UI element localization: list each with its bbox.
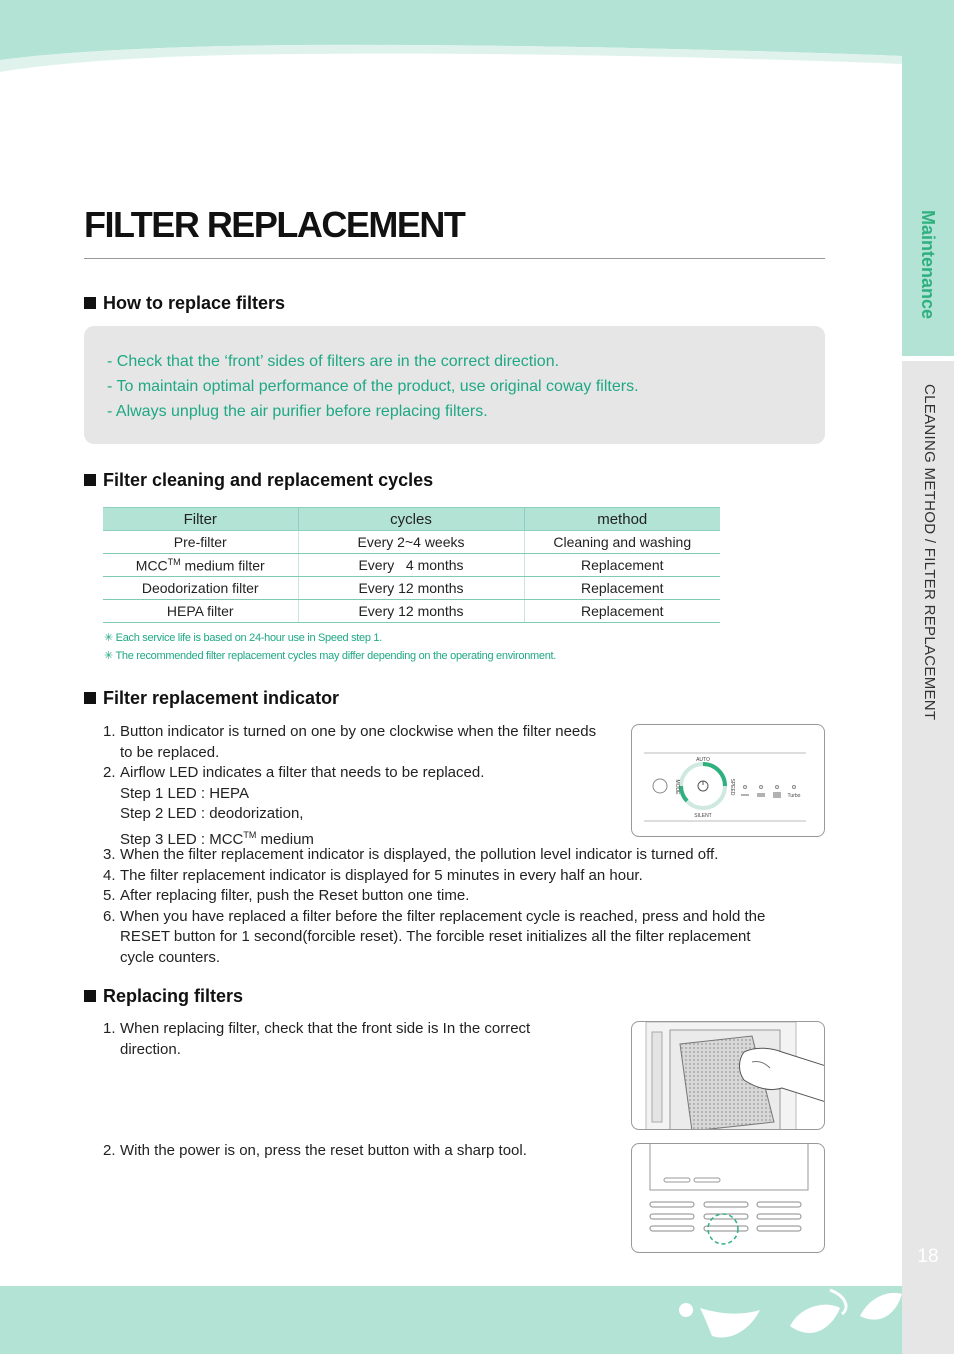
filter-insertion-drawing [632,1022,825,1130]
note-line: - Check that the ‘front’ sides of filters are in the correct direction. [107,353,560,370]
list-item: 6. When you have replaced a filter before the filter replacement cycle is reached, press and hold the [103,907,766,925]
list-item: 2. With the power is on, press the reset button with a sharp tool. [103,1142,527,1159]
list-item: 3. When the filter replacement indicator is displayed, the pollution level indicator is turned off. [103,846,719,863]
table-row [103,600,720,623]
table-cell: Every 12 months [298,577,524,600]
column-header: cycles [298,508,524,531]
panel-auto-label: AUTO [696,757,710,763]
list-item: 1. When replacing filter, check that the front side is In the correct [103,1020,531,1037]
panel-turbo-label: Turbo [787,793,801,799]
note-line: - To maintain optimal performance of the product, use original coway filters. [107,378,639,395]
table-cell: HEPA filter [103,600,298,623]
page-title: FILTER REPLACEMENT [84,204,465,245]
side-chapter-label-wrap [902,384,954,884]
notes-box [84,326,825,444]
indicator-list-part2 [103,845,823,969]
table-cell: Replacement [524,577,720,600]
table-cell: Replacement [524,554,720,577]
column-header: method [524,508,720,531]
list-item: 5. After replacing filter, push the Reset button one time. [103,887,470,905]
section-heading-how-to: How to replace filters [84,293,285,314]
table-cell: Every 12 months [298,600,524,623]
note-line: - Always unplug the air purifier before replacing filters. [107,403,488,420]
list-item-continuation: cycle counters. [120,948,221,966]
table-row [103,577,720,600]
list-item-continuation: to be replaced. [120,743,220,761]
section-heading-replacing: Replacing filters [84,986,243,1007]
square-bullet-icon [84,297,96,309]
panel-silent-label: SILENT [694,813,712,819]
cycles-table [103,507,720,623]
step-line: Step 1 LED : HEPA [120,784,249,802]
table-cell: Every 4 months [298,554,524,577]
list-item-continuation: RESET button for 1 second(forcible reset). The forcible reset initializes all the filter replacement [120,928,751,946]
footnote: ✳ Each service life is based on 24-hour use in Speed step 1. [104,632,383,644]
square-bullet-icon [84,692,96,704]
side-section-label-wrap [902,210,954,350]
list-item: 2. Airflow LED indicates a filter that needs to be replaced. [103,764,485,782]
list-item-continuation: direction. [120,1040,181,1058]
top-wave-band [0,0,954,80]
list-item: 1. Button indicator is turned on one by one clockwise when the filter needs [103,723,597,740]
table-cell: Pre-filter [103,531,298,554]
bottom-band [0,1286,954,1354]
step-line: Step 3 LED : MCC™ medium [120,829,314,848]
control-panel-illustration [631,724,825,837]
footnote: ✳ The recommended filter replacement cycles may differ depending on the operating environment. [104,650,557,662]
column-header: Filter [103,508,298,531]
page-number: 18 [917,1246,939,1267]
section-heading-indicator: Filter replacement indicator [84,688,339,709]
reset-button-illustration [631,1143,825,1253]
title-divider [84,258,825,259]
replacing-item-2 [103,1141,603,1162]
list-item: 4. The filter replacement indicator is displayed for 5 minutes in every half an hour. [103,866,643,884]
control-panel-drawing [632,725,825,837]
panel-speed-label: SPEED [729,778,735,796]
table-cell: Replacement [524,600,720,623]
leaf-decoration-icon [0,1286,954,1354]
table-cell: Cleaning and washing [524,531,720,554]
square-bullet-icon [84,474,96,486]
square-bullet-icon [84,990,96,1002]
side-chapter-label: CLEANING METHOD / FILTER REPLACEMENT [921,384,938,721]
indicator-list-part1 [103,722,633,851]
replacing-item-1 [103,1019,603,1060]
table-cell: Every 2~4 weeks [298,531,524,554]
side-section-label: Maintenance [918,210,938,320]
section-heading-cycles: Filter cleaning and replacement cycles [84,470,433,491]
panel-mode-label: MODE [674,779,680,795]
table-cell: MCC™ medium filter [103,554,298,577]
reset-button-drawing [632,1144,825,1253]
step-line: Step 2 LED : deodorization, [120,805,304,823]
table-header-row [103,508,720,531]
table-row [103,531,720,554]
table-row [103,554,720,577]
table-cell: Deodorization filter [103,577,298,600]
filter-insertion-illustration [631,1021,825,1130]
